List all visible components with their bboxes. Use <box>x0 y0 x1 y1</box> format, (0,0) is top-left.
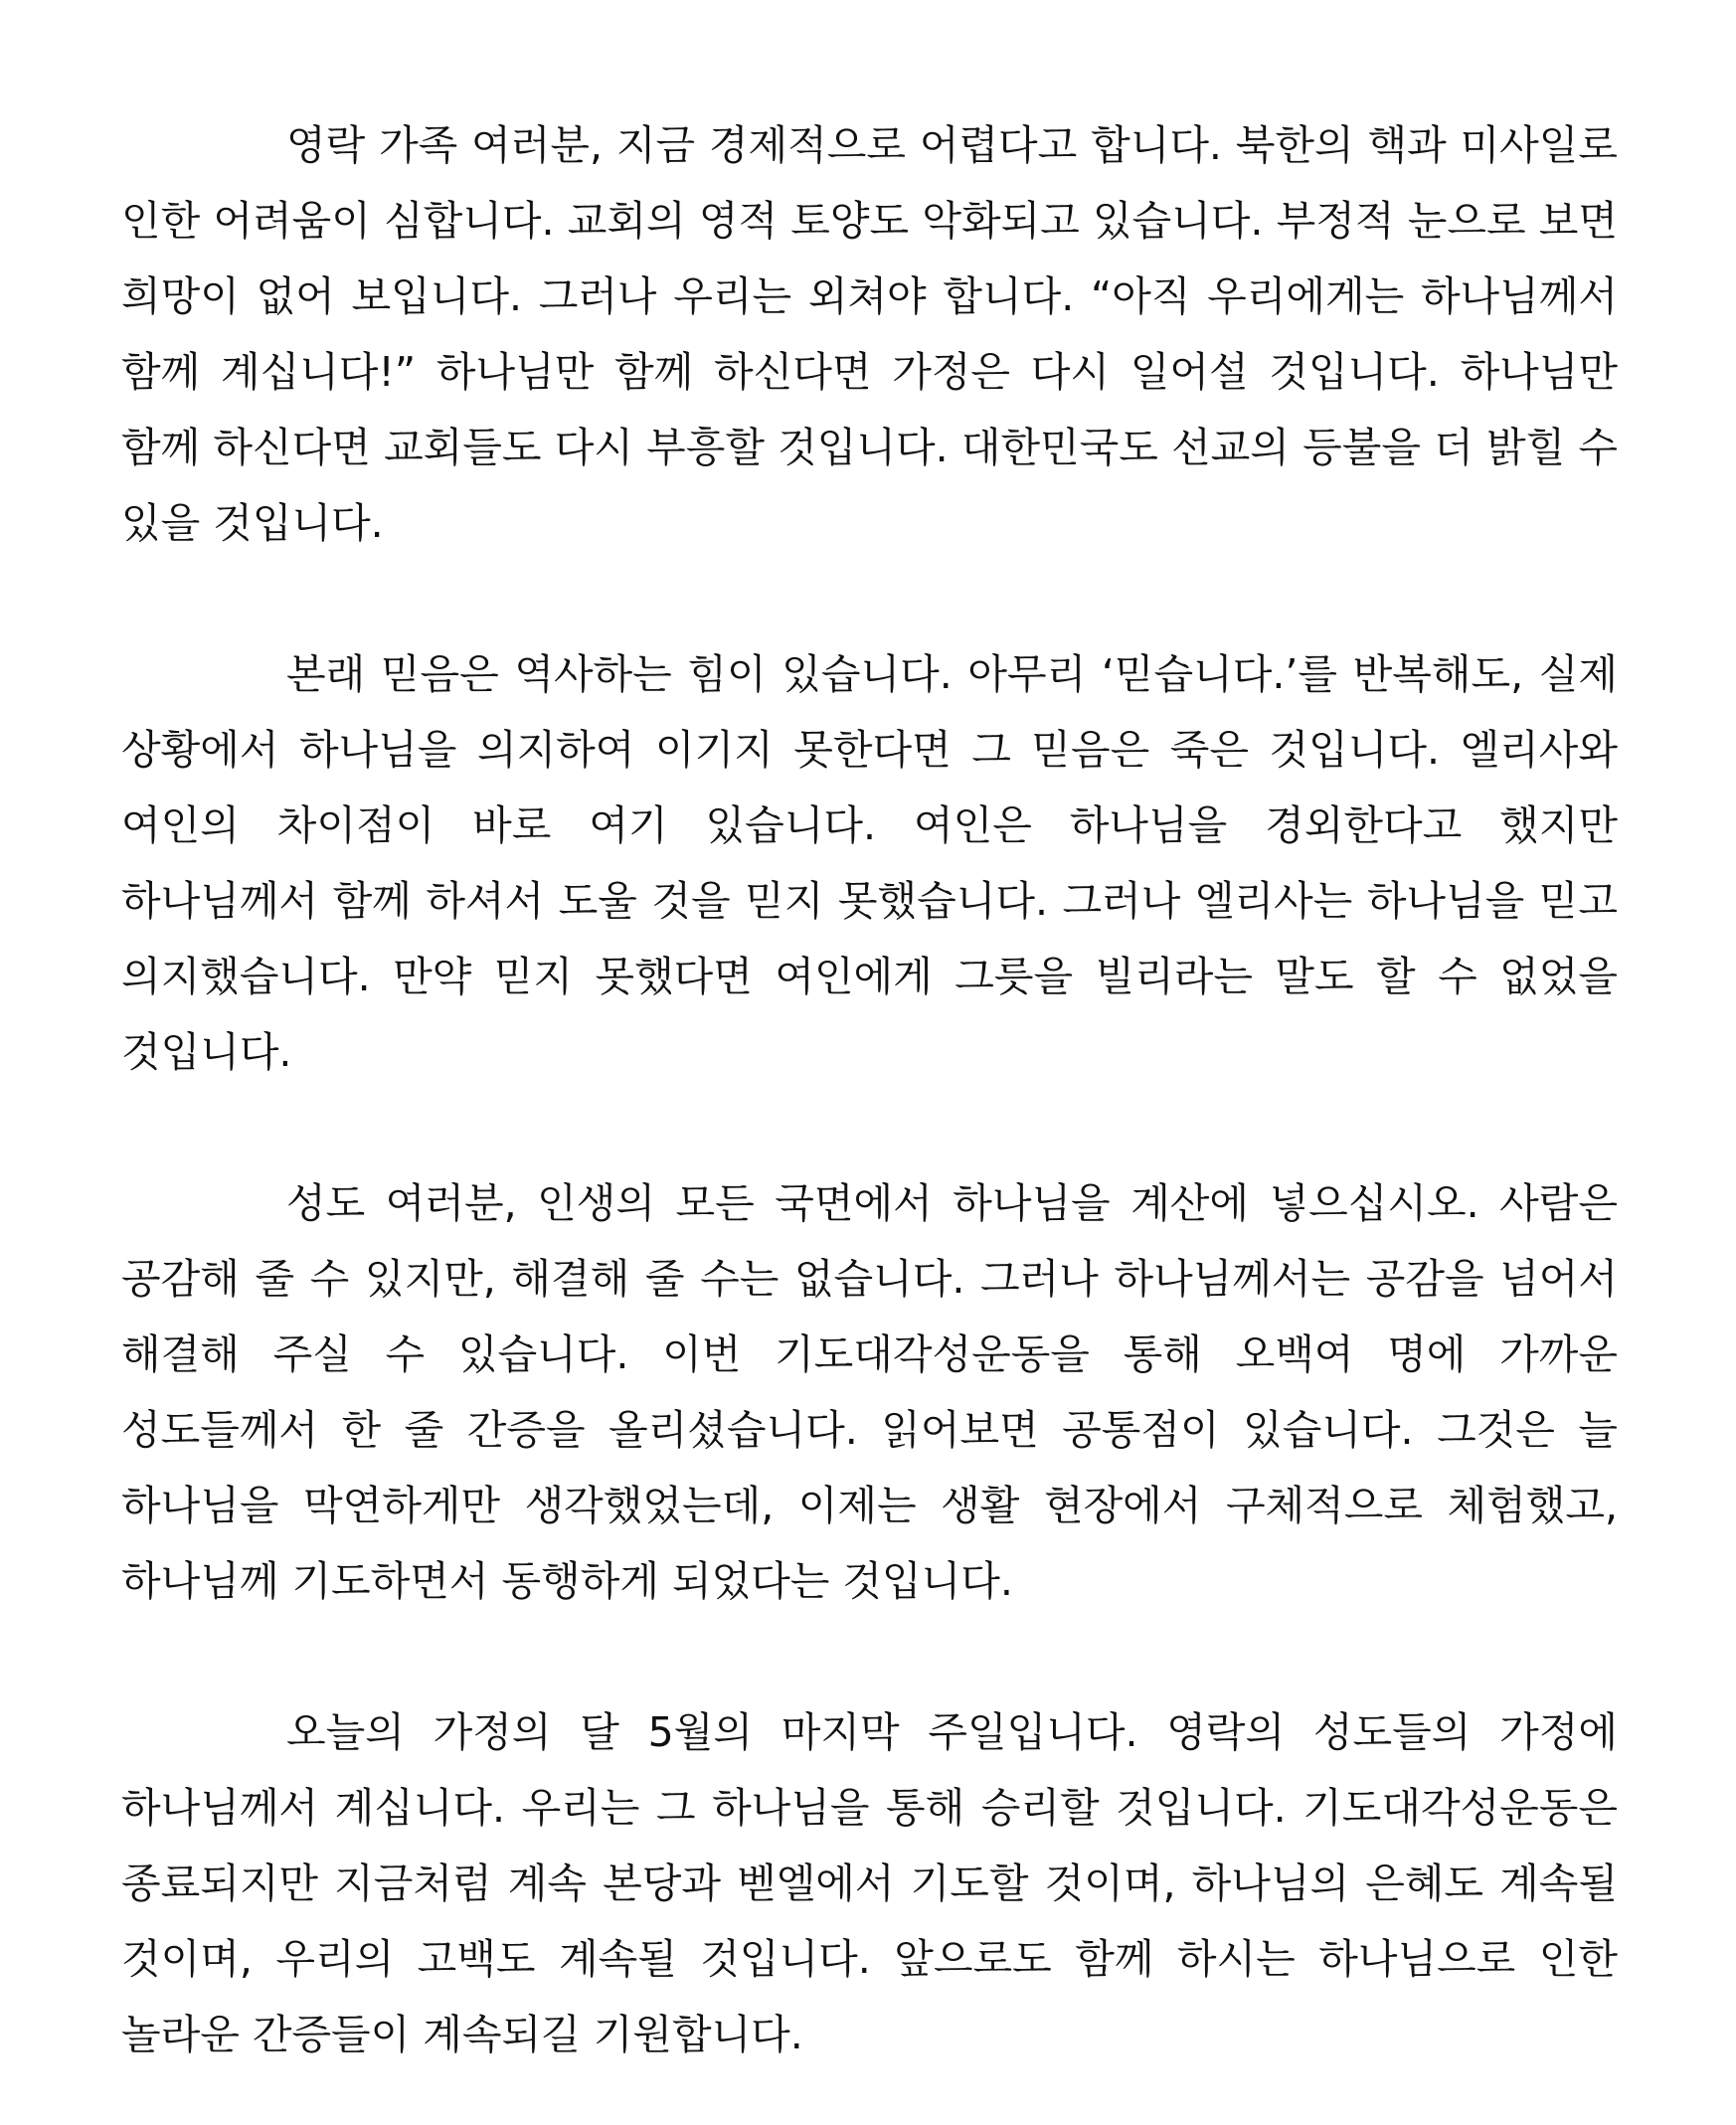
paragraph-3: 성도 여러분, 인생의 모든 국면에서 하나님을 계산에 넣으십시오. 사람은 공감해 줄 수 있지만, 해결해 줄 수는 없습니다. 그러나 하나님께서는 공감을 넘어서 해결해 주실 수 있습니다. 이번 기도대각성운동을 통해 오백여 명에 가까운 성도들께서 한 줄 간증을 올리셨습니다. 읽어보면 공통점이 있습니다. 그것은 늘 하나님을 막연하게만 생각했었는데, 이제는 생활 현장에서 구체적으로 체험했고, 하나님께 기도하면서 동행하게 되었다는 것입니다. <box>121 1179 1618 1605</box>
paragraph-1: 영락 가족 여러분, 지금 경제적으로 어렵다고 합니다. 북한의 핵과 미사일로 인한 어려움이 심합니다. 교회의 영적 토양도 악화되고 있습니다. 부정적 눈으로 보면 희망이 없어 보입니다. 그러나 우리는 외쳐야 합니다. “아직 우리에게는 하나님께서 함께 계십니다!” 하나님만 함께 하신다면 가정은 다시 일어설 것입니다. 하나님만 함께 하신다면 교회들도 다시 부흥할 것입니다. 대한민국도 선교의 등불을 더 밝힐 수 있을 것입니다. <box>121 121 1618 547</box>
paragraph-4: 오늘의 가정의 달 5월의 마지막 주일입니다. 영락의 성도들의 가정에 하나님께서 계십니다. 우리는 그 하나님을 통해 승리할 것입니다. 기도대각성운동은 종료되지만 지금처럼 계속 본당과 벧엘에서 기도할 것이며, 하나님의 은혜도 계속될 것이며, 우리의 고백도 계속될 것입니다. 앞으로도 함께 하시는 하나님으로 인한 놀라운 간증들이 계속되길 기원합니다. <box>121 1708 1618 2058</box>
document-body <box>121 107 1618 2072</box>
paragraph-2: 본래 믿음은 역사하는 힘이 있습니다. 아무리 ‘믿습니다.’를 반복해도, 실제 상황에서 하나님을 의지하여 이기지 못한다면 그 믿음은 죽은 것입니다. 엘리사와 여인의 차이점이 바로 여기 있습니다. 여인은 하나님을 경외한다고 했지만 하나님께서 함께 하셔서 도울 것을 믿지 못했습니다. 그러나 엘리사는 하나님을 믿고 의지했습니다. 만약 믿지 못했다면 여인에게 그릇을 빌리라는 말도 할 수 없었을 것입니다. <box>121 650 1618 1076</box>
